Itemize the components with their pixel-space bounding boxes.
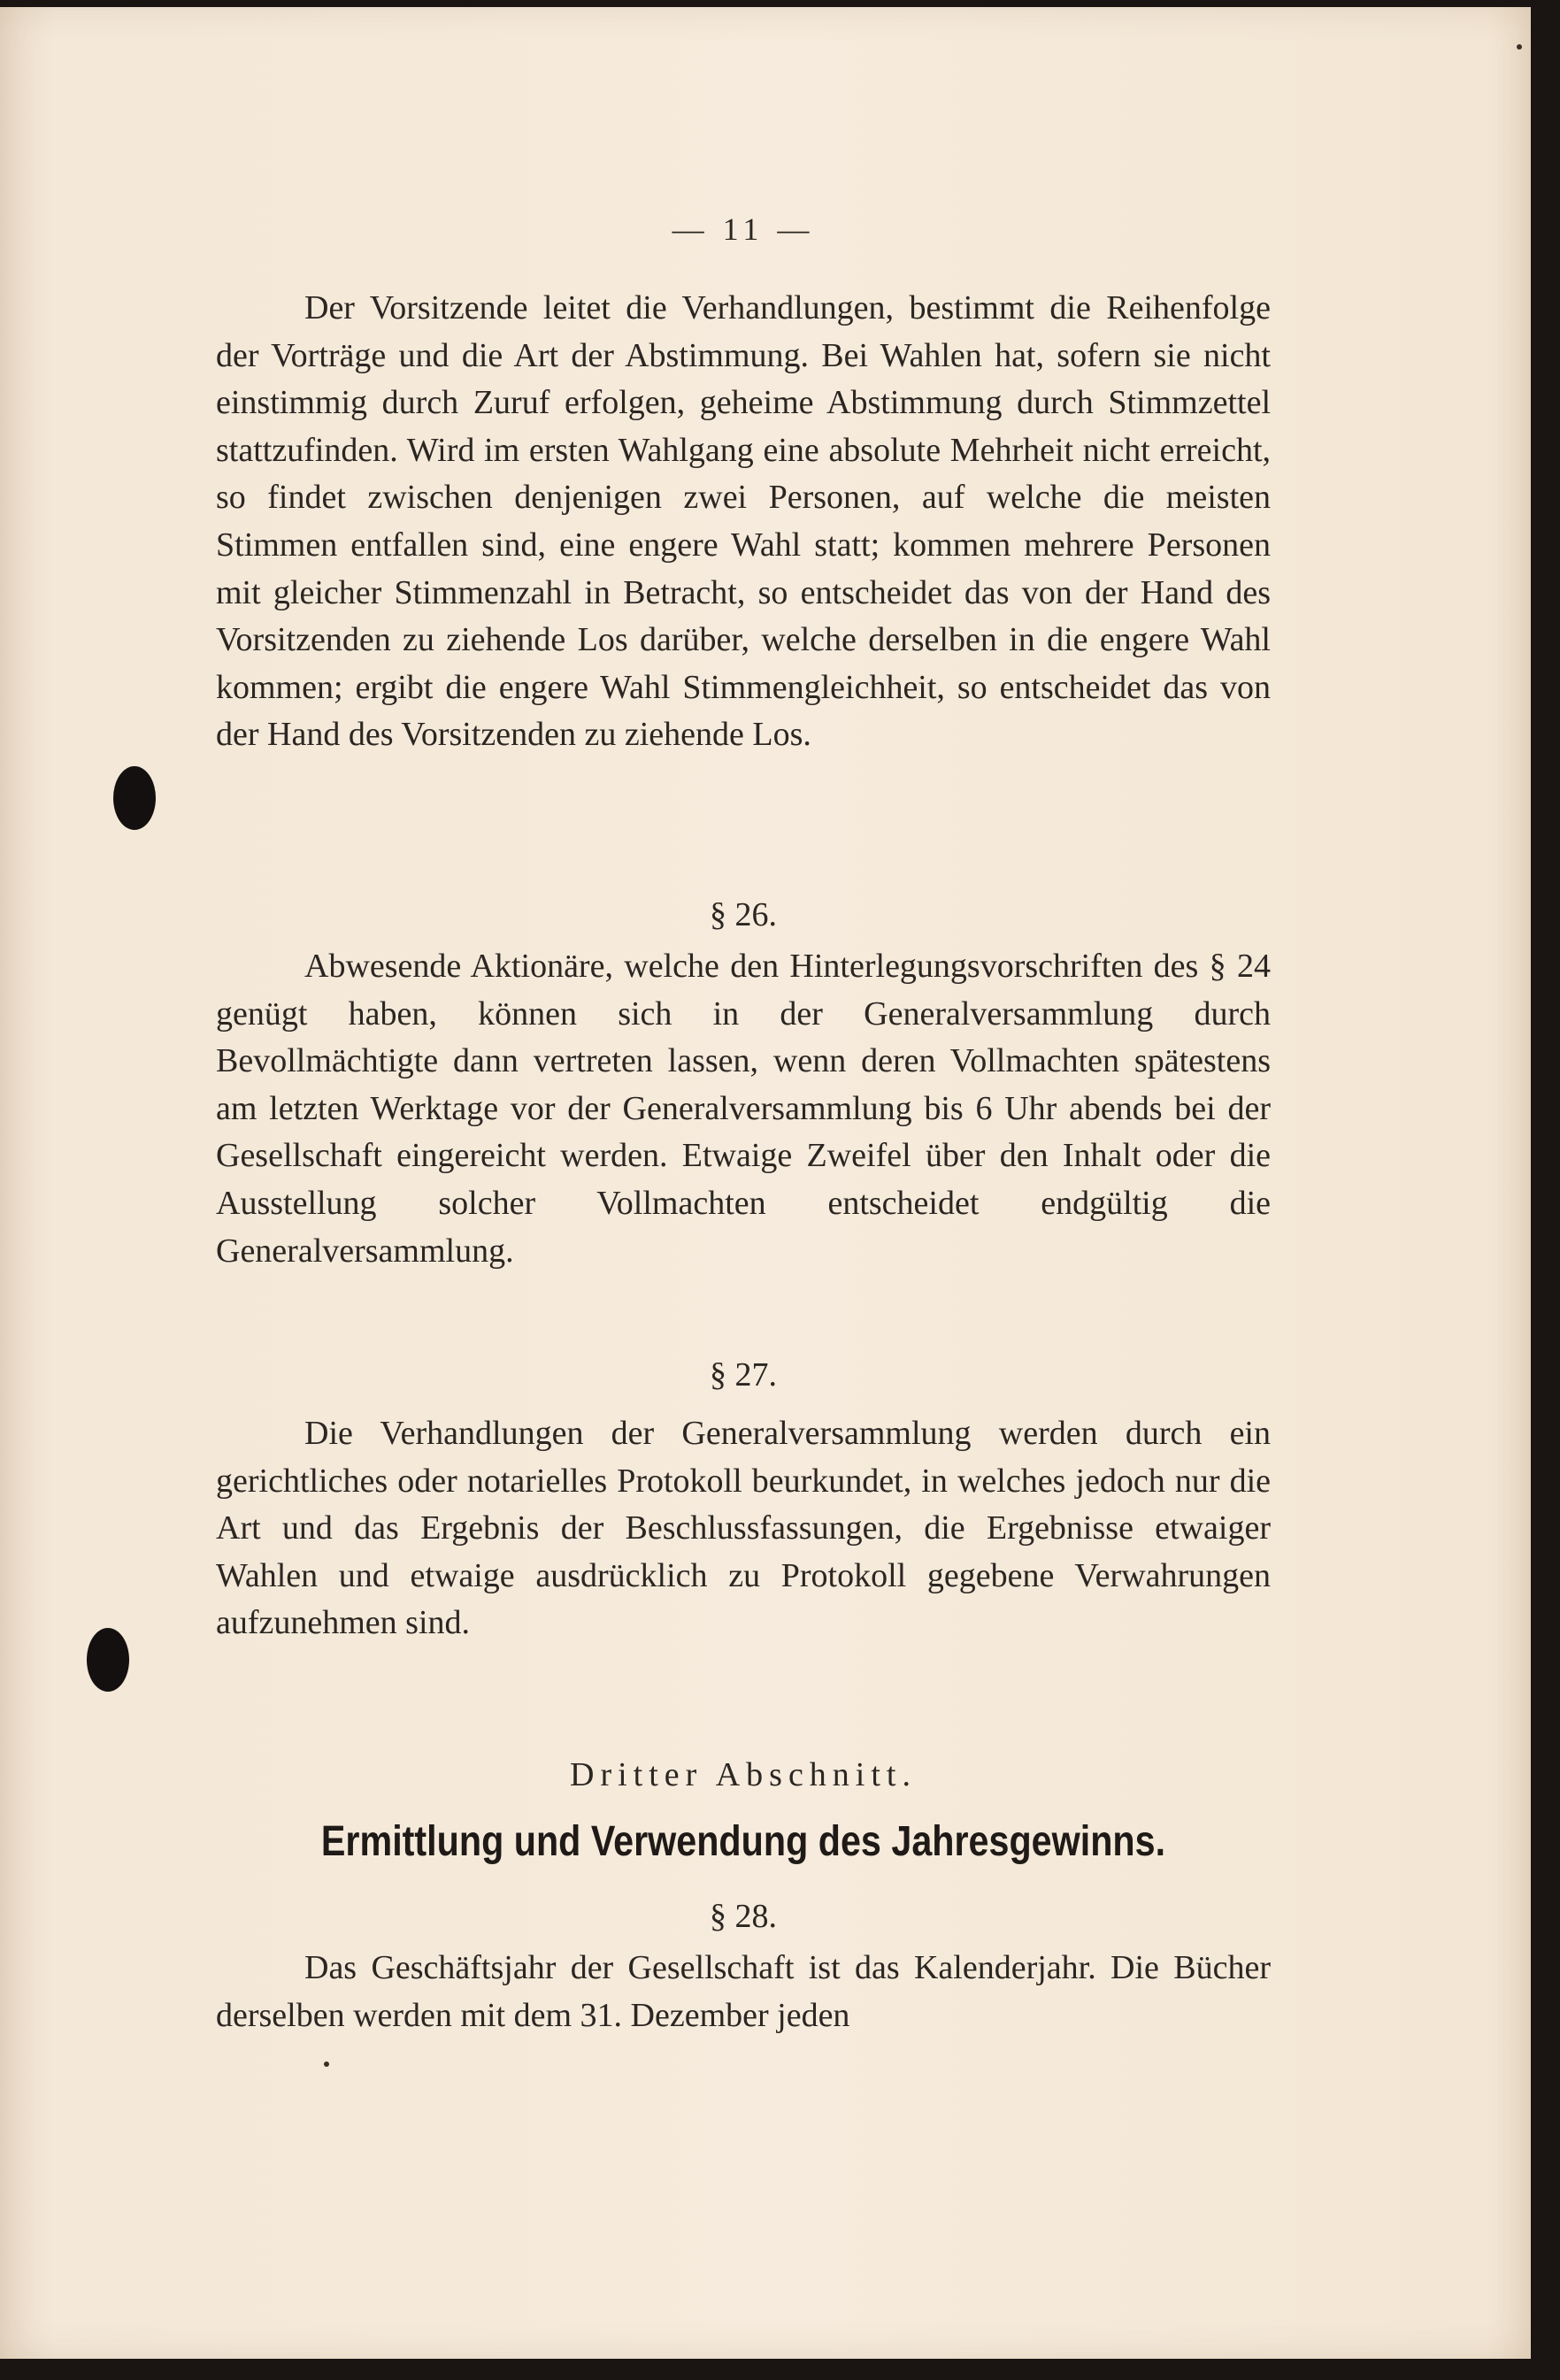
section-28-text: Das Geschäftsjahr der Gesellschaft ist das Kalenderjahr. Die Bücher derselben werden mit dem 31. Dezember jeden [216, 1949, 1271, 2034]
punch-hole-top [113, 766, 156, 830]
paper-speck [324, 2061, 329, 2067]
page-number: — 11 — [672, 211, 815, 247]
section-26-mark: § 26. [710, 896, 777, 933]
chapter-label: Dritter Abschnitt. [570, 1756, 917, 1793]
punch-hole-bottom [87, 1628, 129, 1692]
section-27-mark: § 27. [710, 1356, 777, 1393]
section-26-text: Abwesende Aktionäre, welche den Hinterlegungsvorschriften des § 24 genügt haben, können sich in der Generalversammlung durch Bevollmächtigte dann vertreten lassen, wenn deren Vollmachten spätestens am letzten Werktage vor der Generalversammlung bis 6 Uhr abends bei der Gesellschaft eingereicht werden. Etwaige Zweifel über den Inhalt oder die Ausstellung solcher Vollmachten entscheidet endgültig die Generalversammlung. [216, 948, 1271, 1270]
chapter-title: Ermittlung und Verwendung des Jahresgewinns. [320, 1818, 1166, 1865]
section-28-mark: § 28. [710, 1898, 777, 1935]
section-27-text: Die Verhandlungen der Generalversammlung werden durch ein gerichtliches oder notarielles Protokoll beurkundet, in welches jedoch nur die Art und das Ergebnis der Beschlussfassungen, die Ergebnisse etwaiger Wahlen und etwaige ausdrücklich zu Protokoll gegebene Verwahrungen aufzunehmen sind. [216, 1415, 1271, 1642]
paper-speck [1517, 44, 1522, 50]
paragraph-25-continued: Der Vorsitzende leitet die Verhandlungen, bestimmt die Reihenfolge der Vorträge und die Art der Abstimmung. Bei Wahlen hat, sofern sie nicht einstimmig durch Zuruf erfolgen, geheime Abstimmung durch Stimmzettel stattzufinden. Wird im ersten Wahlgang eine absolute Mehrheit nicht erreicht, so findet zwischen denjenigen zwei Personen, auf welche die meisten Stimmen entfallen sind, eine engere Wahl statt; kommen mehrere Personen mit gleicher Stimmenzahl in Betracht, so entscheidet das von der Hand des Vorsitzenden zu ziehende Los darüber, welche derselben in die engere Wahl kommen; ergibt die engere Wahl Stimmengleichheit, so entscheidet das von der Hand des Vorsitzenden zu ziehende Los. [216, 289, 1271, 754]
